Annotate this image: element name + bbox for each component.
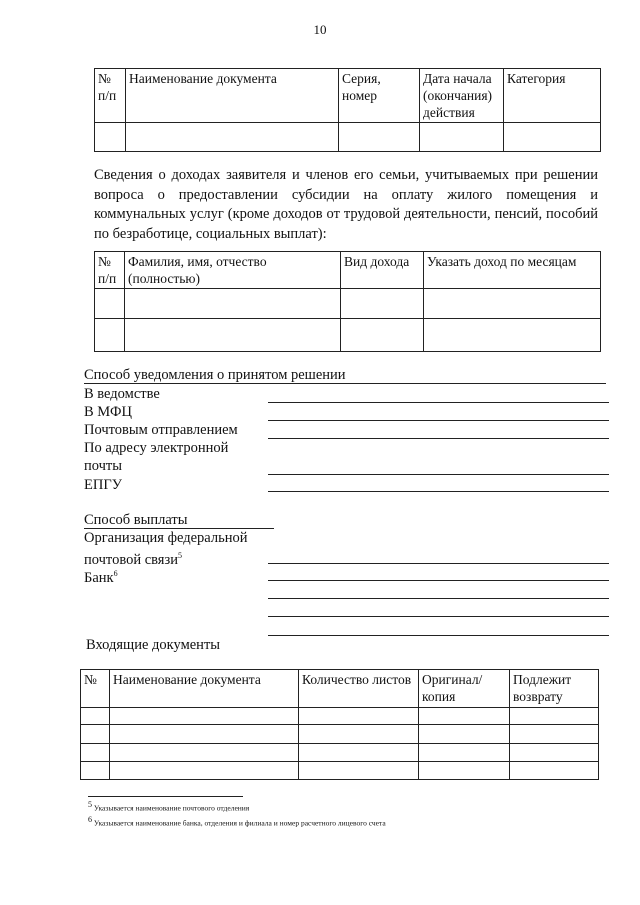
income-table (94, 251, 601, 352)
table-cell[interactable] (341, 319, 424, 352)
table-row (95, 289, 601, 319)
field-line-mfc[interactable] (268, 420, 609, 421)
income-paragraph: Сведения о доходах заявителя и членов его семьи, учитываемых при решении вопроса о предоставлении субсидии на оплату жилого помещения и коммунальных услуг (кроме доходов от трудовой деятельности, пенсий, пособий по безработице, социальных выплат): (94, 167, 598, 242)
table-cell[interactable] (95, 123, 126, 152)
col-header-number: № п/п (95, 69, 126, 123)
footnote-6 (88, 815, 386, 828)
table-cell[interactable] (110, 708, 299, 725)
notification-option-post: Почтовым отправлением (84, 422, 238, 438)
col-header-return: Подлежит возврату (510, 670, 599, 708)
table-header-row (81, 670, 599, 708)
table-row (81, 708, 599, 725)
notification-option-mfc: В МФЦ (84, 404, 132, 420)
table-cell[interactable] (299, 708, 419, 725)
payment-option-bank-label: Банк (84, 569, 114, 586)
payment-option-bank (84, 565, 118, 587)
col-header-category: Категория (504, 69, 601, 123)
notification-option-email: По адресу электронной почты (84, 440, 229, 474)
table-cell[interactable] (95, 289, 125, 319)
table-row (81, 762, 599, 780)
table-cell[interactable] (424, 319, 601, 352)
col-header-income-type: Вид дохода (341, 252, 424, 289)
table-row (95, 319, 601, 352)
documents-table (94, 68, 601, 152)
table-cell[interactable] (510, 744, 599, 762)
field-line-bank-2[interactable] (268, 598, 609, 599)
table-cell[interactable] (299, 725, 419, 744)
field-line-epgu[interactable] (268, 491, 609, 492)
col-header-doc-name: Наименование документа (126, 69, 339, 123)
table-cell[interactable] (341, 289, 424, 319)
table-cell[interactable] (339, 123, 420, 152)
table-row (81, 725, 599, 744)
table-cell[interactable] (126, 123, 339, 152)
table-cell[interactable] (95, 319, 125, 352)
col-header-number: № (81, 670, 110, 708)
table-cell[interactable] (419, 744, 510, 762)
footnote-number: 6 (88, 815, 92, 824)
table-cell[interactable] (110, 725, 299, 744)
field-line-post[interactable] (268, 438, 609, 439)
table-cell[interactable] (419, 725, 510, 744)
footnote-separator (88, 796, 243, 797)
table-cell[interactable] (81, 708, 110, 725)
page-number: 10 (313, 22, 327, 37)
table-cell[interactable] (81, 744, 110, 762)
footnote-ref-6: 6 (113, 569, 118, 578)
field-line-bank-3[interactable] (268, 616, 609, 617)
footnote-text: Указывается наименование банка, отделения и филиала и номер расчетного лицевого счета (93, 818, 386, 828)
payment-option-postal (84, 529, 264, 569)
table-cell[interactable] (510, 725, 599, 744)
table-row (95, 123, 601, 152)
incoming-title: Входящие документы (86, 637, 221, 653)
table-cell[interactable] (125, 289, 341, 319)
col-header-fullname: Фамилия, имя, отчество (полностью) (125, 252, 341, 289)
notification-title-underline (84, 383, 606, 384)
notification-option-epgu: ЕПГУ (84, 477, 122, 493)
table-cell[interactable] (419, 762, 510, 780)
footnote-text: Указывается наименование почтового отделения (93, 803, 250, 813)
table-cell[interactable] (420, 123, 504, 152)
table-header-row (95, 69, 601, 123)
table-cell[interactable] (81, 725, 110, 744)
footnote-5 (88, 800, 249, 813)
notification-option-department: В ведомстве (84, 386, 160, 402)
table-cell[interactable] (110, 762, 299, 780)
col-header-number: № п/п (95, 252, 125, 289)
table-cell[interactable] (81, 762, 110, 780)
table-cell[interactable] (299, 744, 419, 762)
table-header-row (95, 252, 601, 289)
col-header-series: Серия, номер (339, 69, 420, 123)
table-cell[interactable] (125, 319, 341, 352)
field-line-postal[interactable] (268, 563, 609, 564)
table-cell[interactable] (299, 762, 419, 780)
footnote-ref-5: 5 (177, 551, 182, 560)
notification-title: Способ уведомления о принятом решении (84, 367, 346, 383)
table-cell[interactable] (424, 289, 601, 319)
col-header-doc-name: Наименование документа (110, 670, 299, 708)
col-header-original-copy: Оригинал/ копия (419, 670, 510, 708)
field-line-bank-1[interactable] (268, 580, 609, 581)
incoming-documents-table (80, 669, 599, 780)
table-cell[interactable] (110, 744, 299, 762)
table-cell[interactable] (504, 123, 601, 152)
table-row (81, 744, 599, 762)
table-cell[interactable] (510, 762, 599, 780)
payment-title: Способ выплаты (84, 512, 188, 528)
table-cell[interactable] (419, 708, 510, 725)
footnote-number: 5 (88, 800, 92, 809)
col-header-monthly-income: Указать доход по месяцам (424, 252, 601, 289)
table-cell[interactable] (510, 708, 599, 725)
field-line-email[interactable] (268, 474, 609, 475)
field-line-department[interactable] (268, 402, 609, 403)
col-header-sheets: Количество листов (299, 670, 419, 708)
field-line-bank-4[interactable] (268, 635, 609, 636)
payment-option-postal-label: Организация федеральной почтовой связи (84, 530, 248, 568)
col-header-date: Дата начала (окончания) действия (420, 69, 504, 123)
